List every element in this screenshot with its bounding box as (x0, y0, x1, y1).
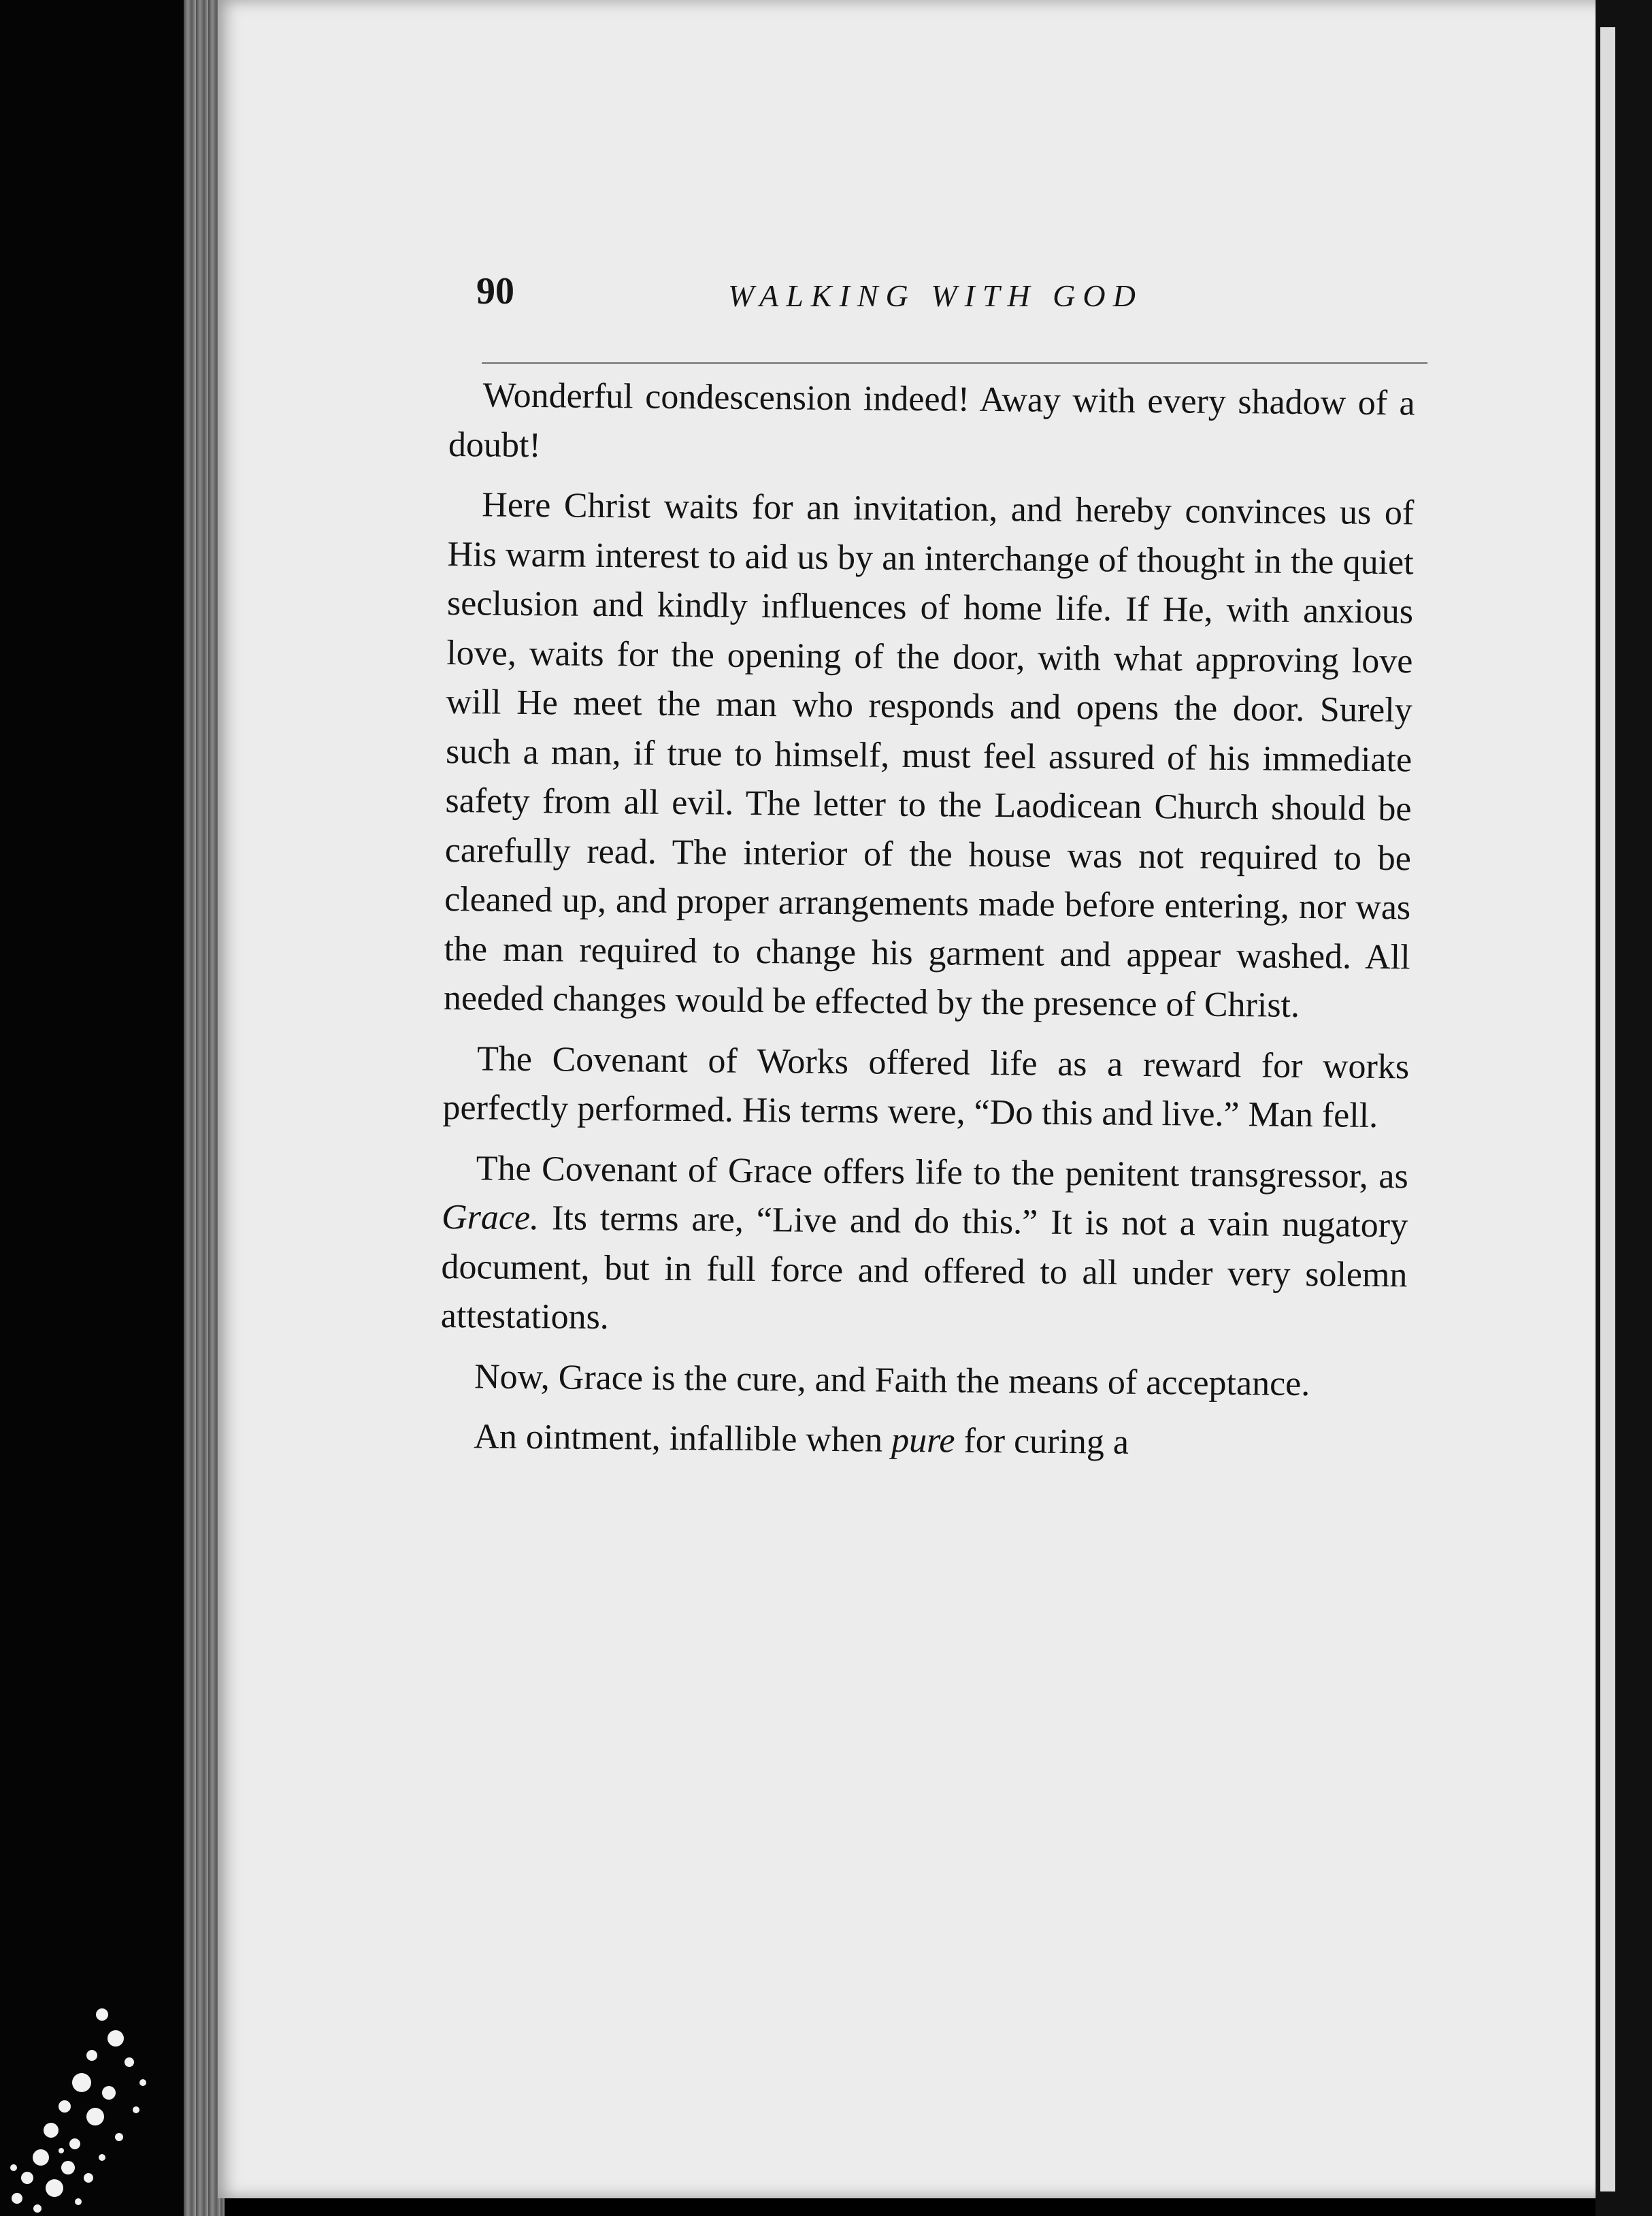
left-gutter (0, 0, 197, 2216)
body-text (440, 371, 1415, 1481)
emphasized-word: Grace. (441, 1197, 540, 1238)
paragraph-text: Its terms are, “Live and do this.” It is not a vain nugatory document, but in full force and offered to all under very solemn attestations. (440, 1199, 1408, 1337)
scan-speckle (0, 1974, 272, 2216)
paragraph (440, 1412, 1406, 1470)
paragraph (441, 1143, 1408, 1349)
emphasized-word: pure (891, 1420, 955, 1461)
page-number: 90 (476, 270, 514, 312)
paragraph-text: The Covenant of Grace offers life to the penitent transgressor, as (476, 1148, 1408, 1196)
paragraph-text: An ointment, infallible when (474, 1417, 892, 1460)
paragraph: Wonderful condescension indeed! Away with every shadow of a doubt! (448, 376, 1415, 465)
header-rule (482, 362, 1427, 364)
paragraph: Now, Grace is the cure, and Faith the means of acceptance. (474, 1356, 1310, 1403)
paragraph-text: for curing a (955, 1421, 1129, 1462)
page-header (476, 272, 1429, 340)
paragraph: The Covenant of Works offered life as a reward for works perfectly performed. His terms were, “Do this and live.” Man fell. (442, 1039, 1410, 1135)
running-head: WALKING WITH GOD (728, 278, 1143, 313)
right-page-edge-strip (1600, 27, 1615, 2191)
paragraph: Here Christ waits for an invitation, and hereby convinces us of His warm interest to aid us by an interchange of thought in the quiet seclusion and kindly influences of home life. If He, with anxious love, waits for the opening of the door, with what approving love will He meet the man who responds and opens the door. Surely such a man, if true to himself, must feel assured of his immediate safety from all evil. The letter to the Laodicean Church should be carefully read. The interior of the house was not required to be cleaned up, and proper arrangements made before entering, nor was the man required to change his garment and appear washed. All needed changes would be effected by the presence of Christ. (443, 485, 1415, 1025)
